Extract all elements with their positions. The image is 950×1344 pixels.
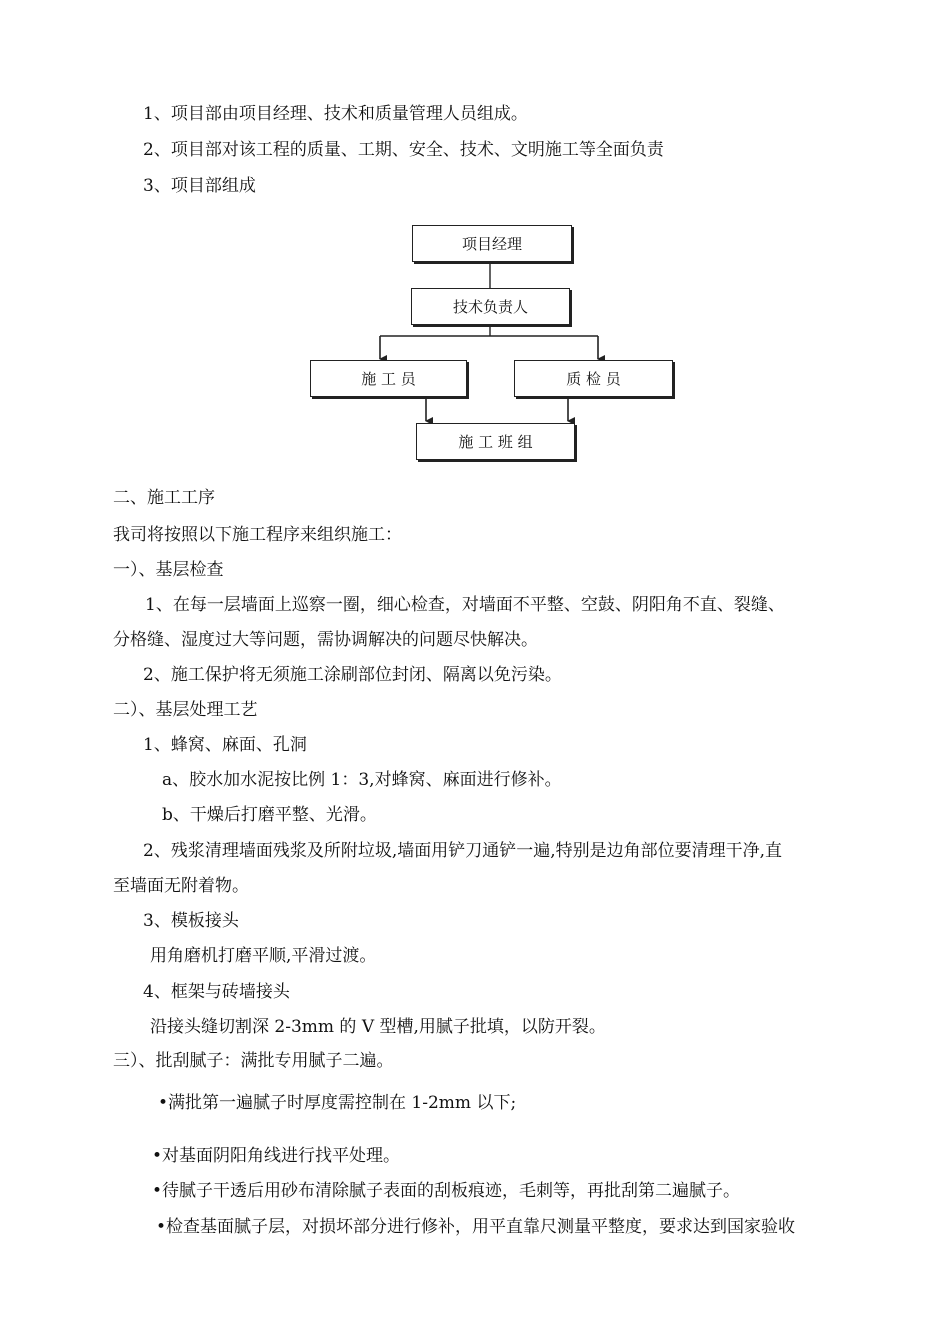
part2-item-3: 3、模板接头 [143,911,239,931]
part1-heading: 一）、基层检查 [113,560,224,580]
part2-item-4: 4、框架与砖墙接头 [143,982,290,1002]
part3-bullet-4: •检查基面腻子层，对损坏部分进行修补，用平直靠尺测量平整度，要求达到国家验收 [156,1217,796,1237]
part2-item-2-line2: 至墙面无附着物。 [113,876,249,896]
part2-item-1: 1、蜂窝、麻面、孔洞 [143,735,307,755]
intro-item-3: 3、项目部组成 [143,176,256,196]
part2-item-2-line1: 2、残浆清理墙面残浆及所附垃圾,墙面用铲刀通铲一遍,特别是边角部位要清理干净,直 [143,841,783,861]
org-box-manager: 项目经理 [412,225,572,262]
section-title: 二、施工工序 [113,488,215,508]
part1-p2: 2、施工保护将无须施工涂刷部位封闭、隔离以免污染。 [143,665,562,685]
section-intro: 我司将按照以下施工程序来组织施工： [113,525,402,545]
part1-p1-line1: 1、在每一层墙面上巡察一圈，细心检查，对墙面不平整、空鼓、阴阳角不直、裂缝、 [145,595,785,615]
part3-heading: 三）、批刮腻子：满批专用腻子二遍。 [113,1051,394,1071]
part2-item-1a: a、胶水加水泥按比例 1：3,对蜂窝、麻面进行修补。 [162,770,562,790]
intro-item-2: 2、项目部对该工程的质量、工期、安全、技术、文明施工等全面负责 [143,140,664,160]
intro-item-1: 1、项目部由项目经理、技术和质量管理人员组成。 [143,104,528,124]
org-box-tech-lead: 技术负责人 [411,288,570,325]
part1-p1-line2: 分格缝、湿度过大等问题，需协调解决的问题尽快解决。 [113,630,538,650]
part2-item-4-text: 沿接头缝切割深 2-3mm 的 V 型槽,用腻子批填，以防开裂。 [150,1017,606,1037]
part3-bullet-2: •对基面阴阳角线进行找平处理。 [152,1146,401,1166]
org-box-team: 施 工 班 组 [416,423,575,460]
part2-item-3-text: 用角磨机打磨平顺,平滑过渡。 [150,946,377,966]
part3-bullet-3: •待腻子干透后用砂布清除腻子表面的刮板痕迹，毛刺等，再批刮第二遍腻子。 [152,1181,741,1201]
part2-item-1b: b、干燥后打磨平整、光滑。 [162,805,377,825]
part2-heading: 二）、基层处理工艺 [113,700,258,720]
part3-bullet-1: •满批第一遍腻子时厚度需控制在 1-2mm 以下; [158,1093,517,1113]
org-box-constructor: 施 工 员 [310,360,467,397]
org-box-inspector: 质 检 员 [514,360,673,397]
